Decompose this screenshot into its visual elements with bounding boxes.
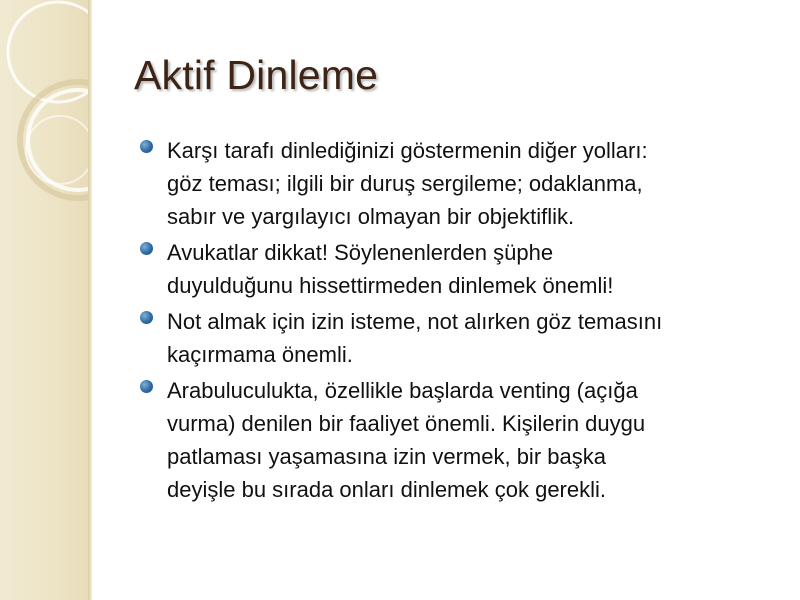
bullet-text-line: Arabuluculukta, özellikle başlarda venting (açığa (167, 378, 638, 403)
bullet-item (138, 374, 778, 506)
side-band-edge (88, 0, 92, 600)
bullet-item (138, 305, 778, 371)
bullet-text-line: patlaması yaşamasına izin vermek, bir başka (167, 444, 606, 469)
bullet-text-line: Karşı tarafı dinlediğinizi göstermenin diğer yolları: (167, 138, 648, 163)
bullet-item (138, 236, 778, 302)
decorative-circles (0, 0, 88, 600)
bullet-item (138, 134, 778, 233)
bullet-dot-icon (140, 311, 153, 324)
bullet-text-line: göz teması; ilgili bir duruş sergileme; odaklanma, (167, 171, 643, 196)
bullet-text-line: Avukatlar dikkat! Söylenenlerden şüphe (167, 240, 554, 265)
bullet-text-line: vurma) denilen bir faaliyet önemli. Kişilerin duygu (167, 411, 646, 436)
decor-circle (26, 116, 88, 184)
bullet-text-line: deyişle bu sırada onları dinlemek çok gerekli. (167, 477, 607, 502)
bullet-dot-icon (140, 242, 153, 255)
bullet-text-line: duyulduğunu hissettirmeden dinlemek önemli! (167, 273, 614, 298)
decorative-side-band (0, 0, 88, 600)
slide-title: Aktif Dinleme (134, 52, 379, 98)
bullet-list (138, 134, 778, 509)
bullet-text-line: kaçırmama önemli. (167, 342, 353, 367)
bullet-dot-icon (140, 140, 153, 153)
bullet-text-line: Not almak için izin isteme, not alırken göz temasını (167, 309, 663, 334)
bullet-text-line: sabır ve yargılayıcı olmayan bir objektiflik. (167, 204, 575, 229)
bullet-dot-icon (140, 380, 153, 393)
